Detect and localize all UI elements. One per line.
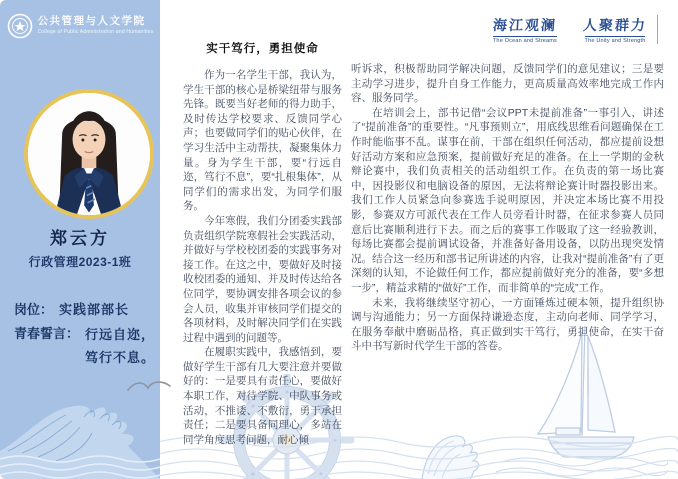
seagull-icon [126, 376, 172, 398]
brand-ocean-streams-en: The Ocean and Streams [492, 38, 557, 44]
class-name: 行政管理2023-1班 [28, 255, 132, 269]
essay-paragraph: 未来，我将继续坚守初心，一方面锤炼过硬本领，提升组织协调与沟通能力；另一方面保持谦逊态度，主动向老师、同学学习，在服务奉献中磨砺品格，真正做到实干笃行，勇担使命，在实干奋斗中书写新时代学生干部的答卷。 [351, 296, 664, 353]
student-photo [24, 89, 154, 219]
brand-ocean-streams-cn: 海江观澜 [492, 18, 558, 34]
essay-paragraph: 作为一名学生干部，我认为，学生干部的核心是桥梁纽带与服务先锋。既要当好老师的得力助手，及时传达学校要求、反馈同学心声；也要做同学们的贴心伙伴，在学习生活中主动帮扶，凝聚集体力量。身为学生干部，要“行远自迩，笃行不息”，要“扎根集体”，从同学们的需求出发，为同学们服务。 [183, 69, 342, 213]
position-value: 实践部部长 [59, 302, 130, 317]
position-label: 岗位： [14, 302, 54, 317]
header-brands [493, 15, 658, 44]
college-name-block [38, 16, 154, 35]
brand-ocean-streams [493, 15, 567, 44]
sidebar [0, 0, 160, 479]
college-brand [0, 13, 160, 39]
motto-line2: 笃行不息。 [85, 350, 156, 365]
brand-unity-strength-en: The Unity and Strength [584, 38, 646, 44]
essay-title: 实干笃行，勇担使命 [206, 43, 319, 55]
motto-label: 青春誓言： [14, 326, 80, 341]
essay-paragraph: 在培训会上，部书记借“会议PPT未提前准备”一事引入，讲述了“提前准备”的重要性。“凡事预则立”，用底线思维看问题确保在工作时能临事不乱。谋事在前，干部在组织任何活动，都应提前设想好活动方案和应急预案，提前做好充足的准备。在上一学期的金秋辩论赛中，我们负责相关的活动组织工作。在负责的第一场比赛中，因投影仪和电脑设备的原因，无法将辩论赛计时器投影出来。我们工作人员紧急向参赛选手说明原因，并决定本场比赛不用投影，参赛双方可派代表在工作人员旁看计时器，在征求参赛人员同意后比赛顺利进行下去。而之后的赛事工作吸取了这一经验教训，每场比赛都会提前调试设备，并准备好备用设备，以防出现突发情况。结合这一经历和部书记所讲述的内容，让我对“提前准备”有了更深刻的认知，不论做任何工作，都应提前做好充分的准备，要“多想一步”，精益求精的“做好”工作，而非简单的“完成”工作。 [351, 106, 664, 294]
college-name: 公共管理与人文学院 [37, 15, 146, 28]
motto-line1: 行远自迩， [85, 327, 156, 342]
college-name-en: College of Public Administration and Humanities [37, 29, 154, 36]
brand-unity-strength [583, 15, 658, 44]
essay-column-2 [351, 62, 664, 354]
essay-paragraph: 在履职实践中，我感悟到，要做好学生干部有几大要注意并要做好的：一是要具有责任心，要做好本职工作，对待学院、中队事务或活动，不推诿、不敷衍，勇于承担责任；二是要具备同理心，多站在同学角度思考问题，耐心倾 [183, 346, 342, 446]
essay-paragraph: 今年寒假，我们分团委实践部负责组织学院寒假社会实践活动，并做好与学校校团委的实践事务对接工作。在这之中，要做好及时接收校团委的通知、并及时传达给各位同学，要协调安排各项会议的参会人员，收集并审核同学们提交的各项材料，及时解决同学们在实践过程中遇到的问题等。 [183, 214, 342, 344]
essay-column-1 [183, 40, 342, 447]
position-row [14, 299, 129, 318]
essay-paragraph: 听诉求，积极帮助同学解决问题，反馈同学们的意见建议；三是要主动学习进步，提升自身工作能力，更高质量高效率地完成工作内容、服务同学。 [351, 63, 664, 105]
student-name: 郑云方 [50, 229, 110, 248]
wave-watermark-icon [0, 347, 160, 479]
college-emblem-icon [7, 13, 33, 39]
brand-unity-strength-cn: 人聚群力 [582, 18, 648, 34]
